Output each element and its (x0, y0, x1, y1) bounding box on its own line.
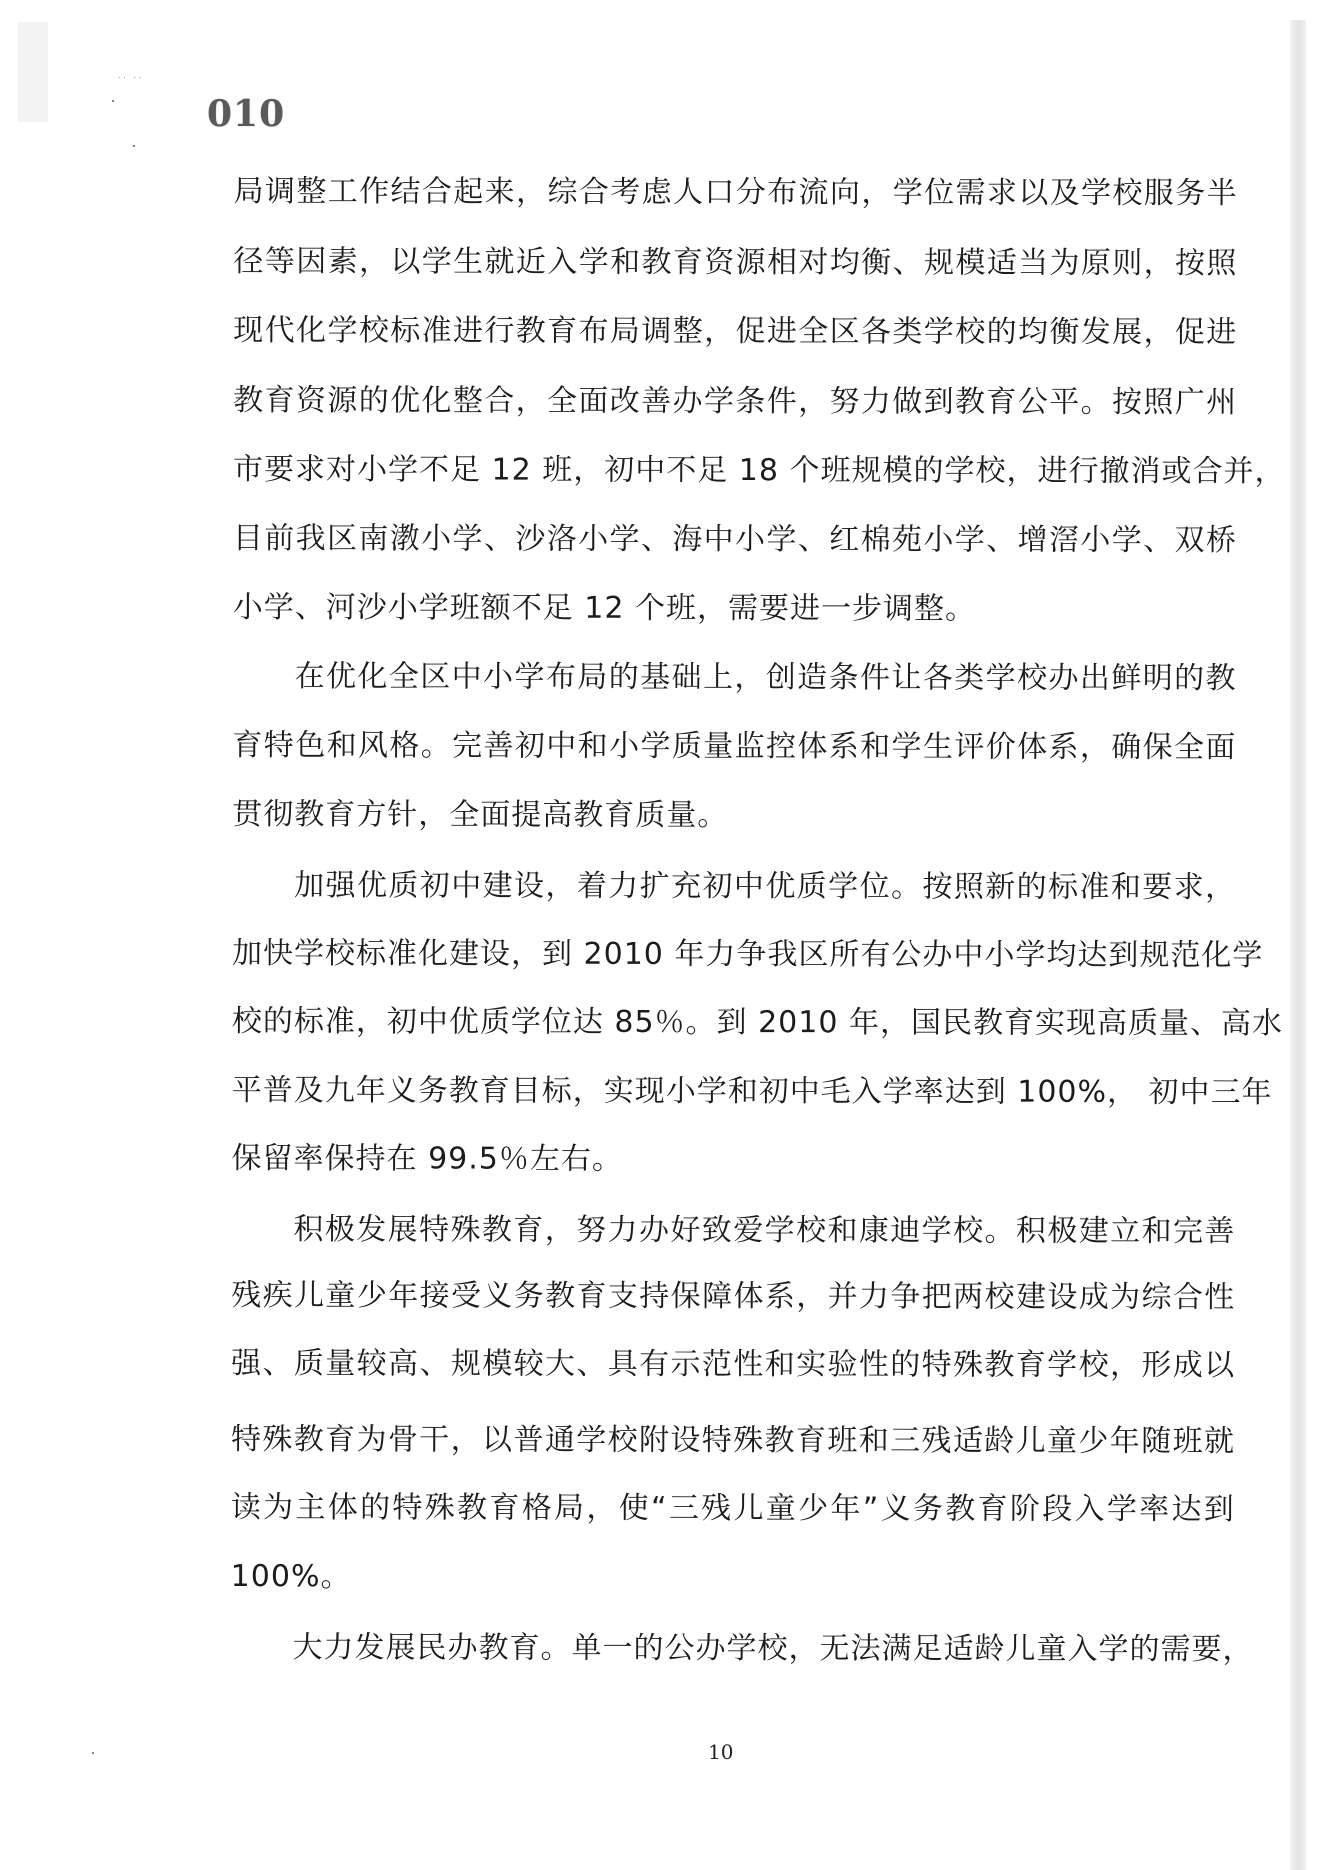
page-stamp-number: 010 (207, 93, 286, 135)
text-line: 目前我区南漖小学、沙洛小学、海中小学、红棉苑小学、增滘小学、双桥 (232, 520, 1237, 559)
text-line: 读为主体的特殊教育格局，使“三残儿童少年”义务教育阶段入学率达到 (230, 1489, 1235, 1528)
text-line: 教育资源的优化整合，全面改善办学条件，努力做到教育公平。按照广州 (233, 382, 1238, 421)
text-line: 贯彻教育方针，全面提高教育质量。 (232, 796, 729, 834)
text-line: 积极发展特殊教育，努力办好致爱学校和康迪学校。积极建立和完善 (293, 1212, 1236, 1250)
text-line: 小学、河沙小学班额不足 12 个班，需要进一步调整。 (232, 589, 977, 627)
text-line: 特殊教育为骨干，以普通学校附设特殊教育班和三残适龄儿童少年随班就 (230, 1421, 1236, 1460)
text-line: 校的标准，初中优质学位达 85％。到 2010 年，国民教育实现高质量、高水 (231, 1003, 1284, 1042)
text-line: 在优化全区中小学布局的基础上，创造条件让各类学校办出鲜明的教 (294, 659, 1237, 697)
text-line: 加快学校标准化建设，到 2010 年力争我区所有公办中小学均达到规范化学 (231, 935, 1264, 974)
text-line: 保留率保持在 99.5％左右。 (231, 1140, 623, 1177)
text-line: 育特色和风格。完善初中和小学质量监控体系和学生评价体系，确保全面 (232, 727, 1237, 766)
text-line: 加强优质初中建设，着力扩充初中优质学位。按照新的标准和要求， (294, 868, 1237, 906)
scan-speck (92, 1752, 94, 1754)
text-line: 残疾儿童少年接受义务教育支持保障体系，并力争把两校建设成为综合性 (231, 1277, 1236, 1316)
page-number: 10 (708, 1740, 734, 1764)
scan-speck (133, 145, 135, 147)
text-line: 强、质量较高、规模较大、具有示范性和实验性的特殊教育学校，形成以 (231, 1345, 1236, 1384)
text-line: 现代化学校标准进行教育布局调整，促进全区各类学校的均衡发展，促进 (233, 312, 1238, 351)
text-line: 100%。 (230, 1558, 352, 1595)
text-line: 平普及九年义务教育目标，实现小学和初中毛入学率达到 100%， 初中三年 (231, 1072, 1273, 1111)
text-line: 市要求对小学不足 12 班，初中不足 18 个班规模的学校，进行撤消或合并， (232, 451, 1286, 490)
text-line: 局调整工作结合起来，综合考虑人口分布流向，学位需求以及学校服务半 (233, 173, 1238, 212)
scan-speck (112, 100, 114, 102)
text-line: 径等因素，以学生就近入学和教育资源相对均衡、规模适当为原则，按照 (233, 243, 1238, 282)
scan-smudge (18, 22, 48, 122)
text-line: 大力发展民办教育。单一的公办学校，无法满足适龄儿童入学的需要， (292, 1630, 1254, 1668)
scan-edge-shadow (1290, 20, 1306, 1870)
corner-marks: ·· ·· (118, 74, 145, 82)
document-body (230, 0, 1286, 1668)
